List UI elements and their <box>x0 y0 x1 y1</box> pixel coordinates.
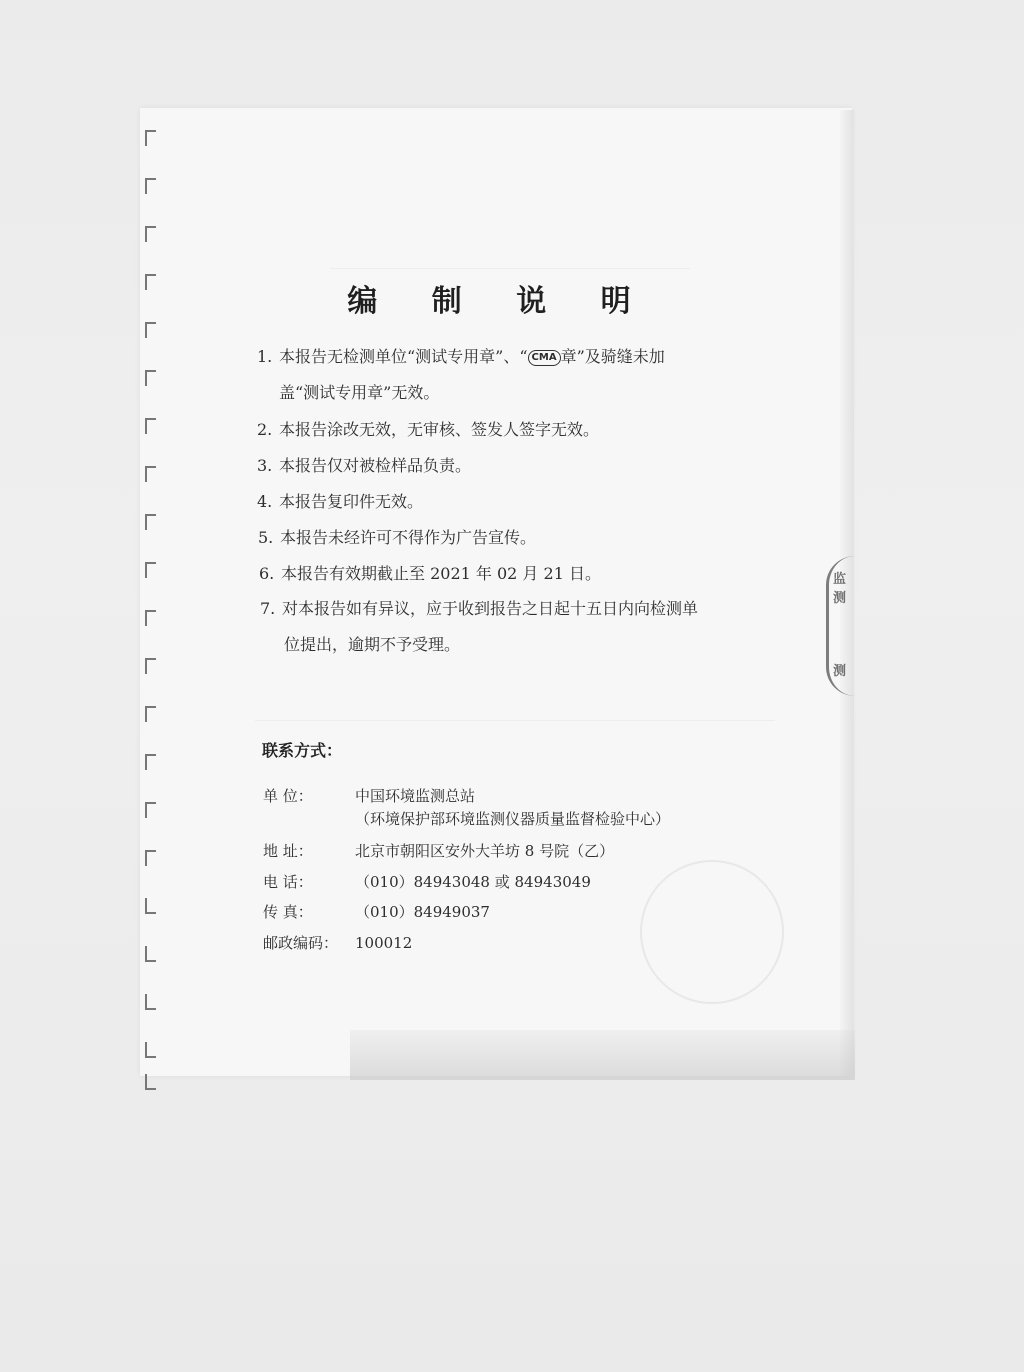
contact-unit-sub: （环境保护部环境监测仪器质量监督检验中心） <box>355 810 671 828</box>
clause-4: 4. 本报告复印件无效。 <box>257 492 424 511</box>
clause-5: 5. 本报告未经许可不得作为广告宣传。 <box>258 528 537 547</box>
clause-2: 2. 本报告涂改无效，无审核、签发人签字无效。 <box>257 420 600 439</box>
cma-mark-icon: CMA <box>528 350 561 366</box>
binding-holes <box>145 130 165 1100</box>
faint-stamp <box>640 860 784 1004</box>
clause-1: 1. 本报告无检测单位“测试专用章”、“ CMA 章”及骑缝未加 <box>257 347 665 366</box>
clause-7: 7. 对本报告如有异议，应于收到报告之日起十五日内向检测单 <box>260 599 699 618</box>
contact-unit: 单 位： 中国环境监测总站 <box>263 787 476 805</box>
contact-fax: 传 真： （010）84949037 <box>263 903 490 921</box>
clause-7-continued: 位提出，逾期不予受理。 <box>284 635 461 654</box>
page-title: 编 制 说 明 <box>347 284 653 319</box>
contact-postcode: 邮政编码： 100012 <box>263 934 413 952</box>
seam-seal: 监测 测 <box>826 556 855 696</box>
clause-1-continued: 盖“测试专用章”无效。 <box>279 383 440 402</box>
show-through-shadow <box>350 1030 855 1080</box>
contact-phone: 电 话： （010）84943048 或 84943049 <box>263 873 591 891</box>
clause-6: 6. 本报告有效期截止至 2021 年 02 月 21 日。 <box>259 564 601 583</box>
contact-heading: 联系方式： <box>262 741 343 760</box>
contact-address: 地 址： 北京市朝阳区安外大羊坊 8 号院（乙） <box>263 842 615 860</box>
clause-3: 3. 本报告仅对被检样品负责。 <box>257 456 472 475</box>
